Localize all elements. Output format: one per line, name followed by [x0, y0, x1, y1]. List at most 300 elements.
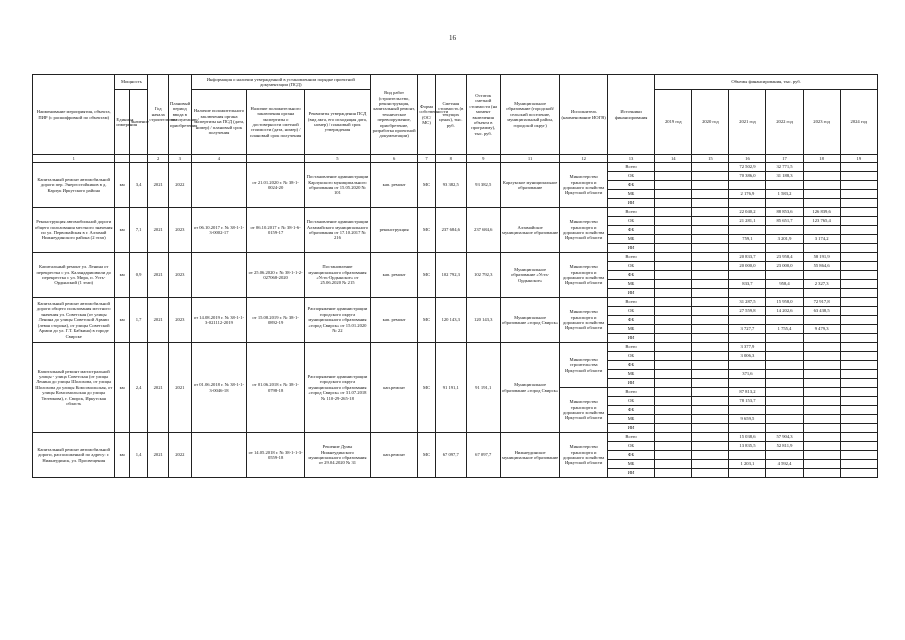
- object-name: Капитальный ремонт автомобильной дороги общего пользования местного значения ул. Советская (от улицы Ленина до улицы Советской Армии (левая сторона), от улицы Советской Армии до ул. Г.Т. Бабкина) в городе Свирске: [33, 298, 115, 343]
- funding-value: [766, 343, 803, 352]
- object-municipality: Муниципальное образование «город Свирск»: [500, 343, 560, 433]
- column-index-cell: 12: [560, 155, 607, 163]
- funding-value: [766, 271, 803, 280]
- object-estimate: 93 382,5: [435, 163, 466, 208]
- object-approval: Решение Думы Нижнеудинского муниципального образования от 29.04.2020 № 31: [304, 433, 370, 478]
- funding-source: МБ: [607, 415, 654, 424]
- object-approval: Постановление администрации Алзамайского муниципального образования от 17.10.2017 № 216: [304, 208, 370, 253]
- funding-source: МБ: [607, 235, 654, 244]
- funding-value: [729, 379, 766, 388]
- funding-value: [655, 433, 692, 442]
- funding-value: [655, 181, 692, 190]
- column-index-cell: [115, 155, 129, 163]
- funding-value: 52 811,9: [766, 442, 803, 451]
- funding-value: [803, 424, 840, 433]
- funding-value: 31 287,5: [729, 298, 766, 307]
- funding-value: 20 000,0: [729, 262, 766, 271]
- object-unit: км: [115, 433, 129, 478]
- funding-source: ФБ: [607, 226, 654, 235]
- object-unit: км: [115, 253, 129, 298]
- funding-value: 23 958,4: [766, 253, 803, 262]
- object-end-year: 2021: [168, 343, 191, 433]
- object-municipality: Муниципальное образование «город Свирск»: [500, 298, 560, 343]
- funding-value: [803, 469, 840, 478]
- funding-value: [803, 181, 840, 190]
- object-unit: км: [115, 343, 129, 433]
- object-value: 1,4: [129, 433, 148, 478]
- funding-value: [655, 370, 692, 379]
- funding-value: [692, 379, 729, 388]
- funding-source: МБ: [607, 325, 654, 334]
- funding-source: Всего: [607, 298, 654, 307]
- header-plan-period: Плановый период ввода в эксплуатацию/приобретения: [168, 75, 191, 155]
- funding-value: 20 833,7: [729, 253, 766, 262]
- object-ownership: МС: [418, 253, 436, 298]
- funding-value: 58 191,9: [803, 253, 840, 262]
- funding-value: [655, 316, 692, 325]
- funding-value: [655, 388, 692, 397]
- funding-value: [840, 244, 877, 253]
- funding-value: [803, 343, 840, 352]
- funding-value: [729, 181, 766, 190]
- funding-value: [803, 163, 840, 172]
- header-source: Источники финансирования: [607, 75, 654, 155]
- funding-source: ФБ: [607, 181, 654, 190]
- funding-value: [840, 163, 877, 172]
- funding-value: [692, 199, 729, 208]
- funding-value: 3 174,2: [803, 235, 840, 244]
- object-remaining: 91 191,1: [466, 343, 500, 433]
- funding-value: [766, 388, 803, 397]
- funding-value: [655, 271, 692, 280]
- object-executor: Министерство транспорта и дорожного хозяйства Иркутской области: [560, 388, 607, 433]
- funding-value: [655, 415, 692, 424]
- funding-value: [729, 226, 766, 235]
- object-work-type: кап. ремонт: [370, 253, 417, 298]
- funding-source: Всего: [607, 388, 654, 397]
- object-estimate: 120 143,3: [435, 298, 466, 343]
- funding-source: ФБ: [607, 406, 654, 415]
- funding-source: ИИ: [607, 199, 654, 208]
- funding-value: [766, 424, 803, 433]
- object-approval: Постановление администрации Карлукского муниципального образования от 15.05.2020 № 101: [304, 163, 370, 208]
- funding-value: [655, 217, 692, 226]
- funding-value: [803, 190, 840, 199]
- funding-value: [729, 199, 766, 208]
- object-state-exam: от 06.10.2017 г. № 38-1-1-3-0002-17: [191, 208, 247, 253]
- funding-value: 32 771,5: [766, 163, 803, 172]
- column-index-cell: 15: [692, 155, 729, 163]
- funding-value: [729, 271, 766, 280]
- funding-value: [729, 361, 766, 370]
- funding-value: 57 904,3: [766, 433, 803, 442]
- header-capacity: Мощность: [115, 75, 148, 90]
- funding-value: [655, 442, 692, 451]
- object-remaining: 237 684,6: [466, 208, 500, 253]
- funding-value: [840, 235, 877, 244]
- funding-value: [692, 361, 729, 370]
- funding-value: [692, 226, 729, 235]
- funding-value: 958,4: [766, 280, 803, 289]
- object-unit: км: [115, 163, 129, 208]
- funding-value: 70 386,0: [729, 172, 766, 181]
- object-remaining: 93 382,5: [466, 163, 500, 208]
- object-estimate: 67 097,7: [435, 433, 466, 478]
- funding-value: [803, 397, 840, 406]
- funding-value: [655, 280, 692, 289]
- funding-value: [840, 208, 877, 217]
- funding-source: ФБ: [607, 271, 654, 280]
- header-ownership: Форма собственности (ОС/МС): [418, 75, 436, 155]
- funding-value: [655, 451, 692, 460]
- funding-source: ИИ: [607, 424, 654, 433]
- funding-source: Всего: [607, 163, 654, 172]
- funding-value: [655, 244, 692, 253]
- funding-value: [655, 172, 692, 181]
- object-end-year: 2023: [168, 298, 191, 343]
- funding-source: ОБ: [607, 262, 654, 271]
- funding-value: [655, 226, 692, 235]
- funding-value: [803, 199, 840, 208]
- funding-value: [803, 388, 840, 397]
- header-year: 2020 год: [692, 90, 729, 155]
- object-state-exam: [191, 163, 247, 208]
- object-cost-exam: от 01.06.2018 г. № 38-1-0798-18: [247, 343, 305, 433]
- object-cost-exam: от 21.01.2020 г. № 38-1-0024-20: [247, 163, 305, 208]
- funding-value: 3 377,9: [729, 343, 766, 352]
- object-end-year: 2023: [168, 208, 191, 253]
- funding-value: 21 281,1: [729, 217, 766, 226]
- object-executor: Министерство транспорта и дорожного хозяйства Иркутской области: [560, 208, 607, 253]
- funding-value: [729, 406, 766, 415]
- object-state-exam: [191, 433, 247, 478]
- header-psd: Информация о наличии утвержденной в установленном порядке проектной документации (ПСД): [191, 75, 370, 90]
- header-unit: Единица измерения: [115, 90, 129, 155]
- funding-value: 55 864,6: [803, 262, 840, 271]
- funding-source: ФБ: [607, 451, 654, 460]
- funding-value: [803, 442, 840, 451]
- object-executor: Министерство транспорта и дорожного хозяйства Иркутской области: [560, 433, 607, 478]
- funding-value: [655, 289, 692, 298]
- funding-value: 22 040,2: [729, 208, 766, 217]
- header-cost-exam: Наличие положительного заключения органа экспертизы о достоверности сметной стоимости (дата, номер) / плановый срок получения: [247, 90, 305, 155]
- funding-value: [840, 370, 877, 379]
- funding-value: [840, 379, 877, 388]
- object-end-year: 2022: [168, 163, 191, 208]
- object-estimate: 102 792,3: [435, 253, 466, 298]
- funding-value: [840, 424, 877, 433]
- funding-value: [655, 235, 692, 244]
- funding-value: [766, 316, 803, 325]
- header-remaining: Остаток сметной стоимости (на момент включения объекта в программу), тыс. руб.: [466, 75, 500, 155]
- table-row: [33, 343, 878, 352]
- column-index-cell: 5: [304, 155, 370, 163]
- column-index-cell: 19: [840, 155, 877, 163]
- funding-value: [840, 451, 877, 460]
- funding-value: [803, 289, 840, 298]
- funding-value: 123 765,4: [803, 217, 840, 226]
- funding-value: [840, 343, 877, 352]
- object-municipality: Нижнеудинское муниципальное образование: [500, 433, 560, 478]
- funding-value: [766, 199, 803, 208]
- funding-source: ИИ: [607, 469, 654, 478]
- object-work-type: кап. ремонт: [370, 163, 417, 208]
- funding-value: [840, 307, 877, 316]
- funding-value: [692, 298, 729, 307]
- funding-value: [840, 334, 877, 343]
- table-row: [33, 253, 878, 262]
- funding-value: [655, 397, 692, 406]
- column-index-cell: [247, 155, 305, 163]
- object-estimate: 91 191,1: [435, 343, 466, 433]
- object-ownership: МС: [418, 343, 436, 433]
- funding-source: ОБ: [607, 217, 654, 226]
- funding-value: 13 835,5: [729, 442, 766, 451]
- funding-value: 31 188,3: [766, 172, 803, 181]
- funding-value: [692, 280, 729, 289]
- funding-value: [840, 253, 877, 262]
- funding-value: 371,6: [729, 370, 766, 379]
- funding-value: [803, 226, 840, 235]
- funding-value: [655, 307, 692, 316]
- funding-value: [655, 253, 692, 262]
- funding-value: [729, 424, 766, 433]
- object-ownership: МС: [418, 298, 436, 343]
- funding-value: [729, 289, 766, 298]
- funding-value: 15 958,0: [766, 298, 803, 307]
- funding-source: ИИ: [607, 379, 654, 388]
- funding-value: 88 853,6: [766, 208, 803, 217]
- object-executor: Министерство транспорта и дорожного хозяйства Иркутской области: [560, 163, 607, 208]
- object-remaining: 67 097,7: [466, 433, 500, 478]
- funding-value: [692, 334, 729, 343]
- header-work-type: Вид работ (строительство, реконструкция, капитальный ремонт, техническое перевооружение, приобретение, разработка проектной документации): [370, 75, 417, 155]
- funding-value: 87 813,2: [729, 388, 766, 397]
- object-executor: Министерство транспорта и дорожного хозяйства Иркутской области: [560, 253, 607, 298]
- funding-value: [729, 316, 766, 325]
- funding-value: [840, 325, 877, 334]
- funding-value: [692, 424, 729, 433]
- column-index-cell: 14: [655, 155, 692, 163]
- object-start-year: 2021: [148, 253, 169, 298]
- column-index-cell: 6: [370, 155, 417, 163]
- funding-value: [840, 469, 877, 478]
- funding-source: ОБ: [607, 307, 654, 316]
- object-name: Реконструкция автомобильной дороги общего пользования местного значения по ул. Первомайская в г. Алзамай Нижнеудинского района (2 этап): [33, 208, 115, 253]
- object-work-type: кап.ремонт: [370, 433, 417, 478]
- funding-value: [692, 415, 729, 424]
- funding-value: [655, 262, 692, 271]
- funding-value: 27 559,8: [729, 307, 766, 316]
- header-executor: Исполнитель (наименование ИОГВ): [560, 75, 607, 155]
- funding-value: [655, 406, 692, 415]
- object-executor: Министерство строительства Иркутской области: [560, 343, 607, 388]
- funding-value: [692, 343, 729, 352]
- object-cost-exam: от 14.05.2018 г. № 38-1-1-3-0559-18: [247, 433, 305, 478]
- funding-source: ИИ: [607, 334, 654, 343]
- funding-value: [803, 433, 840, 442]
- funding-value: [692, 433, 729, 442]
- program-table: [32, 74, 878, 478]
- funding-value: [692, 307, 729, 316]
- funding-value: [692, 208, 729, 217]
- funding-value: [766, 244, 803, 253]
- funding-value: [692, 289, 729, 298]
- header-approval: Реквизиты утверждения ПСД (вид акта, его исходящая дата, номер) / плановый срок утверждения: [304, 90, 370, 155]
- object-ownership: МС: [418, 208, 436, 253]
- funding-value: [803, 379, 840, 388]
- funding-source: ФБ: [607, 361, 654, 370]
- funding-value: [692, 397, 729, 406]
- object-work-type: кап. ремонт: [370, 298, 417, 343]
- header-state-exam: Наличие положительного заключения органа экспертизы на ПСД (дата, номер) / плановый срок получения: [191, 90, 247, 155]
- object-work-type: кап.ремонт: [370, 343, 417, 433]
- funding-value: 14 202,6: [766, 307, 803, 316]
- funding-value: [655, 208, 692, 217]
- funding-value: 23 000,0: [766, 262, 803, 271]
- funding-value: 78 153,7: [729, 397, 766, 406]
- funding-value: 2 176,9: [729, 190, 766, 199]
- object-name: Капитальный ремонт ул. Ленина от перекрестка с ул. Каландаришвили до перекрестка с ул. Мира, п. Усть-Ордынский (1 этап): [33, 253, 115, 298]
- funding-value: [655, 352, 692, 361]
- funding-value: [766, 361, 803, 370]
- object-state-exam: от 01.06.2018 г. № 38-1-1-3-0046-18: [191, 343, 247, 433]
- object-start-year: 2021: [148, 343, 169, 433]
- funding-value: [655, 424, 692, 433]
- table-body: [33, 163, 878, 478]
- header-municipality: Муниципальное образование (городской/сельский поселение, муниципальный район, городской округ): [500, 75, 560, 155]
- object-value: 7,1: [129, 208, 148, 253]
- funding-value: 72 502,9: [729, 163, 766, 172]
- funding-value: [803, 370, 840, 379]
- object-state-exam: от 14.08.2019 г. № 38-1-1-3-021112-2019: [191, 298, 247, 343]
- column-index-cell: 9: [466, 155, 500, 163]
- column-index-row: [33, 155, 878, 163]
- table-row: [33, 433, 878, 442]
- object-approval: Постановление муниципального образования «Усть-Ордынское» от 25.06.2020 № 215: [304, 253, 370, 298]
- header-year: 2022 год: [766, 90, 803, 155]
- funding-value: [803, 244, 840, 253]
- funding-value: [692, 190, 729, 199]
- funding-value: [766, 181, 803, 190]
- funding-value: [840, 262, 877, 271]
- object-municipality: Карлукское муниципальное образование: [500, 163, 560, 208]
- funding-value: 126 839,6: [803, 208, 840, 217]
- object-approval: Распоряжение администрации городского округа муниципального образования «город Свирск» от 31.07.2018 № 110-29-265-18: [304, 343, 370, 433]
- object-unit: км: [115, 208, 129, 253]
- funding-value: 85 651,7: [766, 217, 803, 226]
- object-value: 1,7: [129, 298, 148, 343]
- object-ownership: МС: [418, 433, 436, 478]
- funding-source: Всего: [607, 433, 654, 442]
- funding-value: [655, 325, 692, 334]
- funding-value: [655, 361, 692, 370]
- header-estimate: Сметная стоимость (в текущих ценах), тыс. руб.: [435, 75, 466, 155]
- funding-value: [840, 280, 877, 289]
- funding-value: [840, 352, 877, 361]
- funding-value: [655, 469, 692, 478]
- funding-value: [692, 388, 729, 397]
- table-row: [33, 163, 878, 172]
- funding-value: 9 659,5: [729, 415, 766, 424]
- funding-value: [766, 289, 803, 298]
- funding-value: [729, 469, 766, 478]
- funding-value: [729, 244, 766, 253]
- funding-value: [803, 406, 840, 415]
- funding-value: [840, 388, 877, 397]
- funding-value: 3 201,9: [766, 235, 803, 244]
- funding-value: [840, 190, 877, 199]
- table-row: [33, 208, 878, 217]
- funding-value: [803, 172, 840, 181]
- funding-value: 1 203,1: [729, 460, 766, 469]
- page-number: 16: [449, 34, 456, 42]
- table-header: [33, 75, 878, 163]
- funding-value: [803, 316, 840, 325]
- funding-value: [840, 298, 877, 307]
- column-index-cell: 13: [607, 155, 654, 163]
- object-value: 2,4: [129, 343, 148, 433]
- header-year: 2023 год: [803, 90, 840, 155]
- object-cost-exam: от 06.10.2017 г. № 38-1-6-0159-17: [247, 208, 305, 253]
- funding-value: [655, 460, 692, 469]
- funding-value: [692, 244, 729, 253]
- funding-value: [766, 397, 803, 406]
- funding-value: 15 038,6: [729, 433, 766, 442]
- funding-value: [840, 226, 877, 235]
- funding-value: [692, 460, 729, 469]
- funding-source: ОБ: [607, 352, 654, 361]
- funding-value: [803, 415, 840, 424]
- funding-value: 63 438,5: [803, 307, 840, 316]
- funding-source: Всего: [607, 208, 654, 217]
- funding-value: [692, 235, 729, 244]
- object-start-year: 2021: [148, 298, 169, 343]
- object-cost-exam: от 15.08.2019 г. № 38-1-0892-19: [247, 298, 305, 343]
- funding-value: [840, 199, 877, 208]
- funding-value: 1 755,4: [766, 325, 803, 334]
- funding-value: [692, 262, 729, 271]
- funding-source: ОБ: [607, 397, 654, 406]
- funding-value: [766, 226, 803, 235]
- funding-value: 72 917,8: [803, 298, 840, 307]
- funding-value: [655, 343, 692, 352]
- funding-value: [766, 415, 803, 424]
- funding-source: Всего: [607, 253, 654, 262]
- funding-value: [840, 316, 877, 325]
- funding-value: [840, 217, 877, 226]
- funding-value: [803, 334, 840, 343]
- funding-value: [692, 253, 729, 262]
- funding-value: [692, 352, 729, 361]
- funding-value: [692, 370, 729, 379]
- funding-source: ИИ: [607, 289, 654, 298]
- funding-value: [766, 469, 803, 478]
- object-approval: Распоряжение администрации городского округа муниципального образования «город Свирск» от 15.01.2020 № 22: [304, 298, 370, 343]
- funding-source: ФБ: [607, 316, 654, 325]
- header-value: Значение: [129, 90, 148, 155]
- funding-value: [692, 469, 729, 478]
- funding-value: [840, 289, 877, 298]
- funding-value: 4 592,4: [766, 460, 803, 469]
- funding-value: 3 006,3: [729, 352, 766, 361]
- funding-value: 833,7: [729, 280, 766, 289]
- object-executor: Министерство транспорта и дорожного хозяйства Иркутской области: [560, 298, 607, 343]
- header-year: 2019 год: [655, 90, 692, 155]
- column-index-cell: 18: [803, 155, 840, 163]
- object-ownership: МС: [418, 163, 436, 208]
- column-index-cell: 4: [191, 155, 247, 163]
